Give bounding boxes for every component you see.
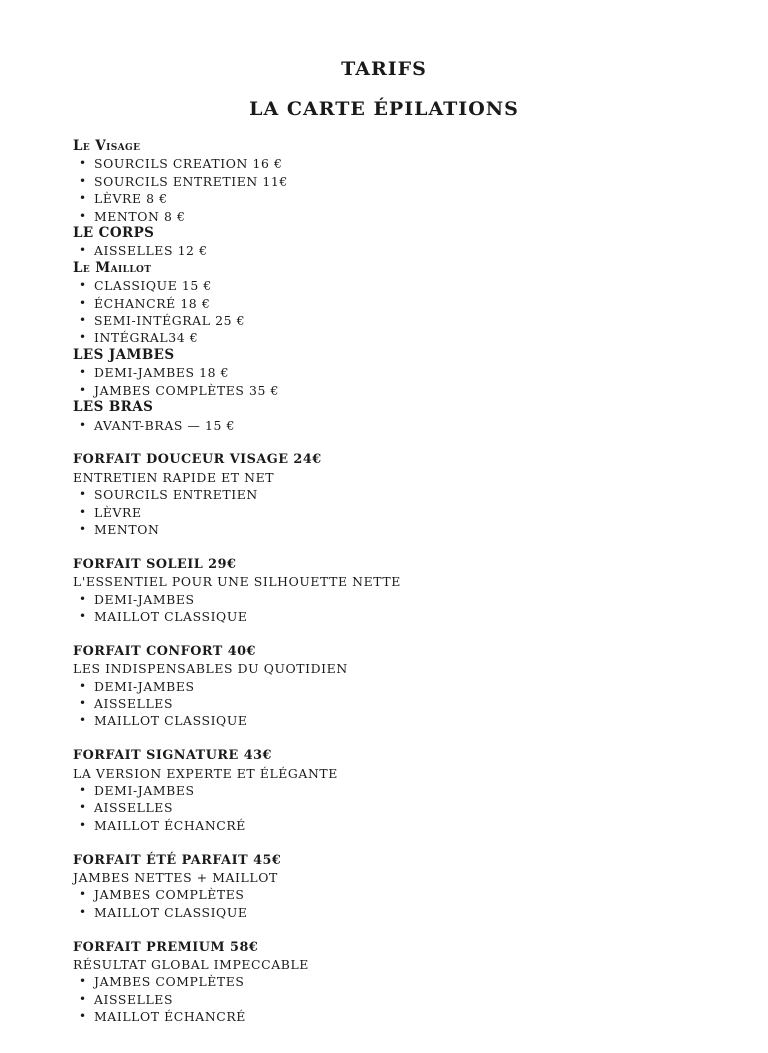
package-title: FORFAIT DOUCEUR VISAGE 24€ — [73, 452, 322, 468]
bullet-icon: • — [79, 678, 87, 693]
list-item — [73, 417, 713, 434]
item-label: DEMI-JAMBES — [94, 678, 195, 694]
bullet-icon: • — [79, 608, 87, 623]
package-subtitle: L'ESSENTIEL POUR UNE SILHOUETTE NETTE — [73, 574, 401, 590]
package-subtitle: LES INDISPENSABLES DU QUOTIDIEN — [73, 661, 348, 677]
item-label: AISSELLES — [94, 695, 174, 711]
price-list-content — [73, 138, 713, 1026]
list-item — [73, 295, 713, 312]
a-la-carte-section — [73, 138, 713, 434]
item-list — [73, 782, 713, 834]
bullet-icon: • — [79, 173, 87, 188]
list-item — [73, 277, 713, 294]
item-list — [73, 155, 713, 225]
item-label: AVANT-BRAS — 15 € — [94, 417, 236, 433]
package-subtitle: LA VERSION EXPERTE ET ÉLÉGANTE — [73, 765, 338, 781]
package-block — [73, 852, 713, 922]
list-item — [73, 591, 713, 608]
item-list — [73, 973, 713, 1025]
package-title: FORFAIT CONFORT 40€ — [73, 643, 256, 659]
item-list — [73, 242, 713, 259]
item-label: AISSELLES 12 € — [94, 243, 208, 259]
bullet-icon: • — [79, 191, 87, 206]
list-item — [73, 886, 713, 903]
item-label: AISSELLES — [94, 800, 174, 816]
category-heading-le-visage: Le Visage — [73, 138, 141, 154]
item-label: MENTON 8 € — [94, 208, 186, 224]
item-label: LÈVRE 8 € — [94, 191, 168, 207]
bullet-icon: • — [79, 295, 87, 310]
list-item — [73, 799, 713, 816]
item-label: ÉCHANCRÉ 18 € — [94, 295, 211, 311]
page-subtitle: LA CARTE ÉPILATIONS — [249, 98, 519, 120]
list-item — [73, 973, 713, 990]
bullet-icon: • — [79, 904, 87, 919]
bullet-icon: • — [79, 504, 87, 519]
item-label: AISSELLES — [94, 991, 174, 1007]
item-label: JAMBES COMPLÈTES 35 € — [94, 382, 280, 398]
bullet-icon: • — [79, 487, 87, 502]
item-label: JAMBES COMPLÈTES — [94, 887, 245, 903]
item-label: SEMI-INTÉGRAL 25 € — [94, 313, 246, 329]
package-block — [73, 556, 713, 626]
item-label: MAILLOT CLASSIQUE — [94, 904, 248, 920]
item-list — [73, 486, 713, 538]
item-label: CLASSIQUE 15 € — [94, 278, 212, 294]
item-label: DEMI-JAMBES — [94, 782, 195, 798]
list-item — [73, 329, 713, 346]
item-label: MAILLOT CLASSIQUE — [94, 713, 248, 729]
bullet-icon: • — [79, 974, 87, 989]
package-block — [73, 451, 713, 538]
bullet-icon: • — [79, 278, 87, 293]
bullet-icon: • — [79, 521, 87, 536]
bullet-icon: • — [79, 713, 87, 728]
item-label: SOURCILS ENTRETIEN 11€ — [94, 173, 288, 189]
bullet-icon: • — [79, 330, 87, 345]
list-item — [73, 991, 713, 1008]
item-list — [73, 277, 713, 347]
package-subtitle: JAMBES NETTES + MAILLOT — [73, 869, 278, 885]
list-item — [73, 312, 713, 329]
item-label: MAILLOT ÉCHANCRÉ — [94, 1009, 246, 1025]
package-subtitle: RÉSULTAT GLOBAL IMPECCABLE — [73, 957, 309, 972]
bullet-icon: • — [79, 991, 87, 1006]
bullet-icon: • — [79, 365, 87, 380]
list-item — [73, 155, 713, 172]
item-list — [73, 417, 713, 434]
list-item — [73, 504, 713, 521]
list-item — [73, 904, 713, 921]
item-list — [73, 886, 713, 921]
package-title: FORFAIT ÉTÉ PARFAIT 45€ — [73, 852, 282, 868]
category-heading-le-maillot: Le Maillot — [73, 259, 152, 276]
bullet-icon: • — [79, 887, 87, 902]
list-item — [73, 678, 713, 695]
bullet-icon: • — [79, 382, 87, 397]
bullet-icon: • — [79, 782, 87, 797]
list-item — [73, 521, 713, 538]
item-label: SOURCILS CREATION 16 € — [94, 156, 283, 172]
bullet-icon: • — [79, 800, 87, 815]
bullet-icon: • — [79, 313, 87, 328]
item-label: MAILLOT CLASSIQUE — [94, 608, 248, 624]
list-item — [73, 486, 713, 503]
item-list — [73, 591, 713, 626]
package-title: FORFAIT SOLEIL 29€ — [73, 556, 237, 572]
category-heading-les-bras: LES BRAS — [73, 399, 154, 416]
item-label: JAMBES COMPLÈTES — [94, 974, 245, 990]
bullet-icon: • — [79, 243, 87, 258]
item-label: SOURCILS ENTRETIEN — [94, 487, 258, 503]
item-label: MAILLOT ÉCHANCRÉ — [94, 817, 246, 833]
item-label: DEMI-JAMBES 18 € — [94, 365, 230, 381]
bullet-icon: • — [79, 417, 87, 432]
list-item — [73, 695, 713, 712]
category-heading-les-jambes: LES JAMBES — [73, 346, 175, 363]
packages-section — [73, 451, 713, 1025]
item-list — [73, 678, 713, 730]
list-item — [73, 364, 713, 381]
list-item — [73, 190, 713, 207]
list-item — [73, 242, 713, 259]
page-title: TARIFS — [341, 58, 427, 80]
bullet-icon: • — [79, 591, 87, 606]
bullet-icon: • — [79, 156, 87, 171]
list-item — [73, 208, 713, 225]
bullet-icon: • — [79, 1009, 87, 1024]
list-item — [73, 817, 713, 834]
bullet-icon: • — [79, 208, 87, 223]
item-label: DEMI-JAMBES — [94, 591, 195, 607]
bullet-icon: • — [79, 817, 87, 832]
package-block — [73, 747, 713, 834]
package-title: FORFAIT PREMIUM 58€ — [73, 939, 259, 955]
category-heading-le-corps: LE CORPS — [73, 225, 155, 242]
bullet-icon: • — [79, 695, 87, 710]
item-label: MENTON — [94, 521, 160, 537]
item-list — [73, 364, 713, 399]
list-item — [73, 382, 713, 399]
package-block — [73, 939, 713, 1026]
package-subtitle: ENTRETIEN RAPIDE ET NET — [73, 469, 275, 485]
package-title: FORFAIT SIGNATURE 43€ — [73, 748, 272, 764]
list-item — [73, 173, 713, 190]
list-item — [73, 1008, 713, 1025]
list-item — [73, 782, 713, 799]
item-label: LÈVRE — [94, 504, 142, 520]
list-item — [73, 608, 713, 625]
list-item — [73, 712, 713, 729]
package-block — [73, 643, 713, 730]
item-label: INTÉGRAL34 € — [94, 330, 199, 346]
